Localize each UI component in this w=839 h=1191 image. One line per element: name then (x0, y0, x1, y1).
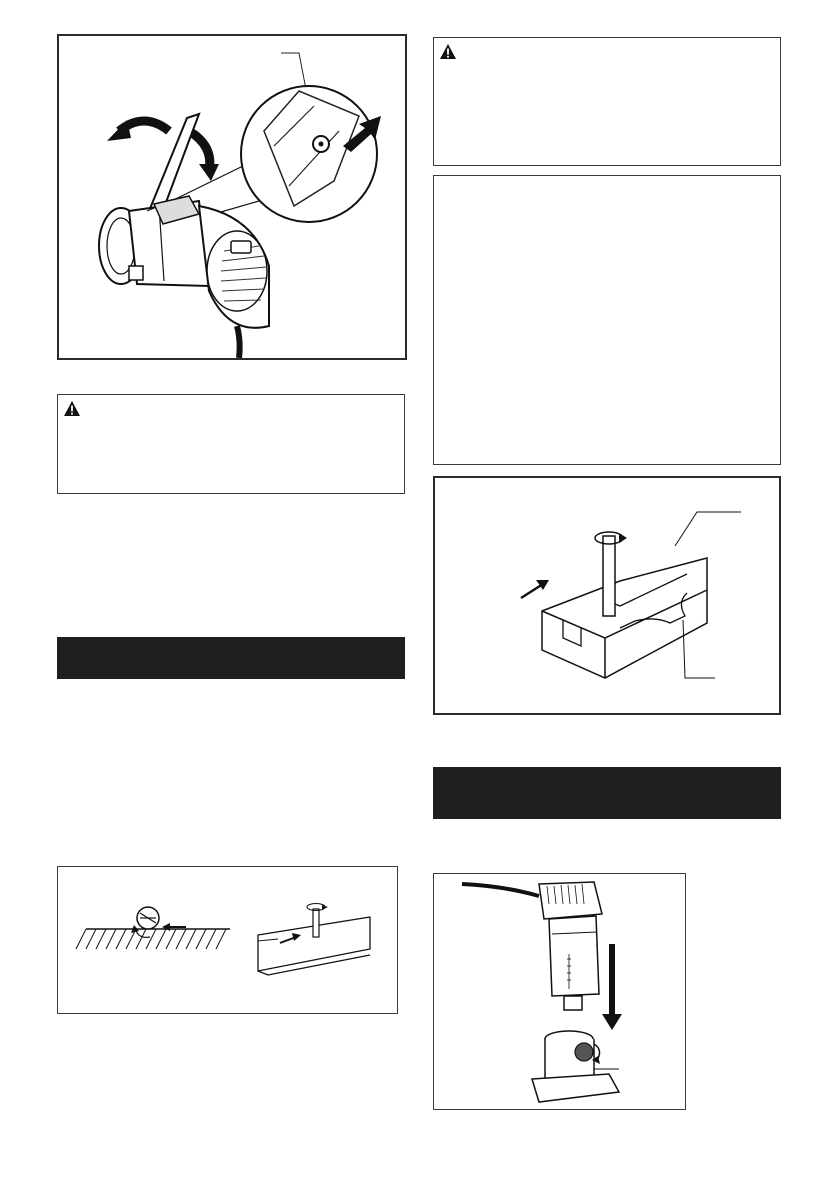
figure-wrench-illustration (59, 36, 405, 358)
section-header-bar-left (57, 637, 405, 679)
figure-feed-direction-illustration (58, 867, 397, 1013)
note-box-right (433, 175, 781, 465)
warning-box-left (57, 394, 405, 494)
warning-triangle-icon (440, 44, 456, 59)
warning-triangle-icon (64, 401, 80, 416)
figure-wrench-shaft-lock (57, 34, 407, 360)
figure-trimmer-base-illustration (434, 874, 685, 1109)
figure-workpiece-groove (433, 476, 781, 715)
figure-trimmer-base (433, 873, 686, 1110)
figure-feed-direction (57, 866, 398, 1014)
section-header-bar-right (433, 767, 781, 819)
figure-workpiece-illustration (435, 478, 779, 713)
warning-box-right (433, 37, 781, 166)
